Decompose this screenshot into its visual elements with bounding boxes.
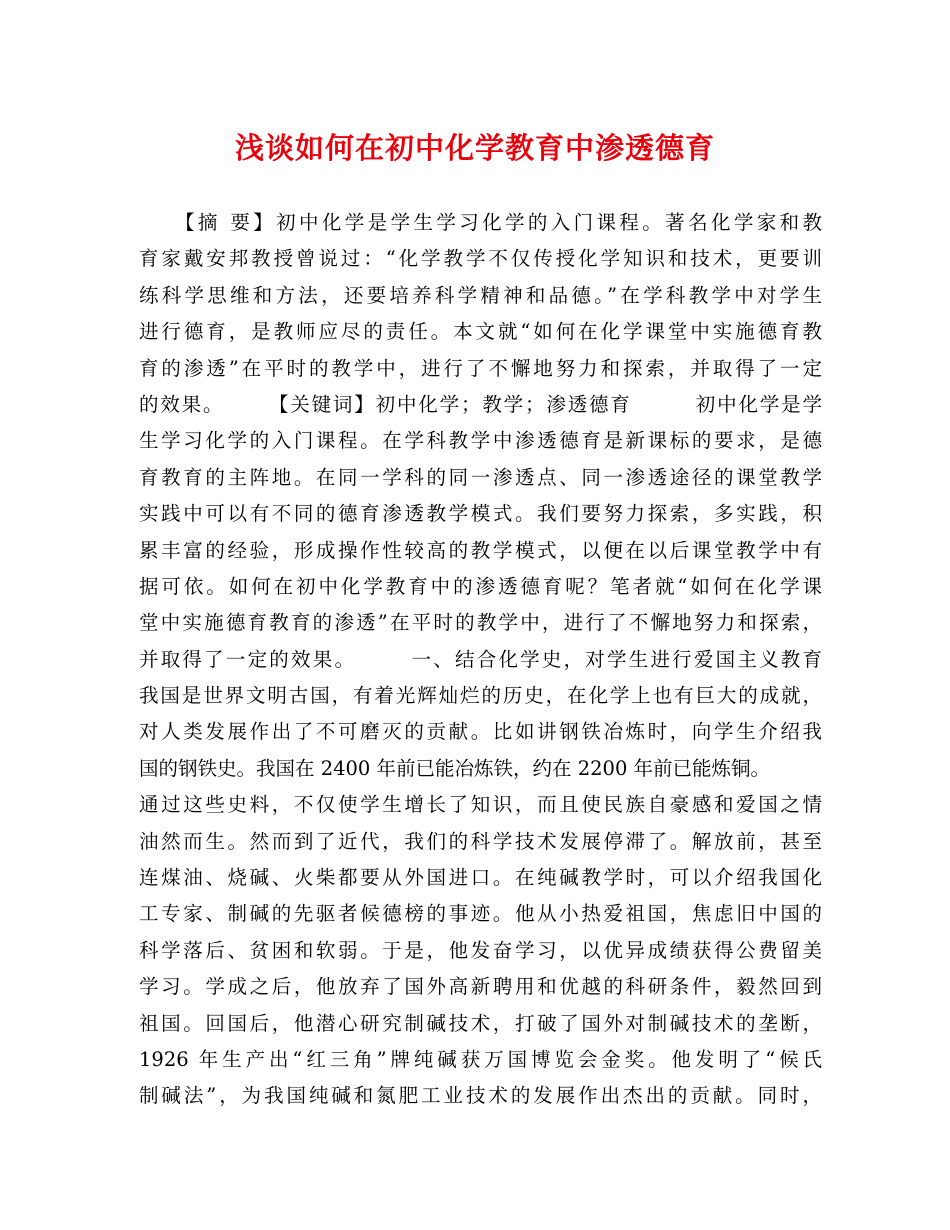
- body-line: 的效果。 【关键词】初中化学；教学；渗透德育 初中化学是学: [139, 392, 822, 416]
- body-line: 据可依。如何在初中化学教育中的渗透德育呢？笔者就“如何在化学课: [139, 574, 822, 598]
- body-line: 连煤油、烧碱、火柴都要从外国进口。在纯碱教学时，可以介绍我国化: [139, 866, 822, 890]
- body-line: 科学落后、贫困和软弱。于是，他发奋学习，以优异成绩获得公费留美: [139, 938, 822, 962]
- body-line: 制碱法”，为我国纯碱和氮肥工业技术的发展作出杰出的贡献。同时，: [139, 1084, 822, 1108]
- body-line: 育家戴安邦教授曾说过：“化学教学不仅传授化学知识和技术，更要训: [139, 247, 822, 271]
- body-line: 育的渗透”在平时的教学中，进行了不懈地努力和探索，并取得了一定: [139, 356, 822, 380]
- body-line: 育教育的主阵地。在同一学科的同一渗透点、同一渗透途径的课堂教学: [139, 465, 822, 489]
- body-line: 学习。学成之后，他放弃了国外高新聘用和优越的科研条件，毅然回到: [139, 975, 822, 999]
- body-line: 国的钢铁史。我国在 2400 年前已能冶炼铁，约在 2200 年前已能炼铜。: [139, 756, 771, 780]
- body-line: 【摘 要】初中化学是学生学习化学的入门课程。著名化学家和教: [139, 211, 822, 234]
- body-line: 对人类发展作出了不可磨灭的贡献。比如讲钢铁冶炼时，向学生介绍我: [139, 720, 822, 744]
- body-line: 并取得了一定的效果。 一、结合化学史，对学生进行爱国主义教育: [139, 647, 822, 671]
- body-line: 练科学思维和方法，还要培养科学精神和品德。”在学科教学中对学生: [139, 283, 822, 307]
- body-line: 堂中实施德育教育的渗透”在平时的教学中，进行了不懈地努力和探索，: [139, 611, 822, 635]
- document-title: 浅谈如何在初中化学教育中渗透德育: [234, 131, 715, 165]
- body-line: 累丰富的经验，形成操作性较高的教学模式，以便在以后课堂教学中有: [139, 538, 822, 562]
- body-line: 油然而生。然而到了近代，我们的科学技术发展停滞了。解放前，甚至: [139, 829, 822, 853]
- body-line: 进行德育，是教师应尽的责任。本文就“如何在化学课堂中实施德育教: [139, 320, 822, 344]
- body-line: 通过这些史料，不仅使学生增长了知识，而且使民族自豪感和爱国之情: [139, 793, 822, 817]
- document-body: [139, 205, 822, 1115]
- body-line: 1926 年生产出“红三角”牌纯碱获万国博览会金奖。他发明了“候氏: [139, 1047, 822, 1071]
- body-line: 我国是世界文明古国，有着光辉灿烂的历史，在化学上也有巨大的成就，: [139, 684, 822, 708]
- body-line: 生学习化学的入门课程。在学科教学中渗透德育是新课标的要求，是德: [139, 429, 822, 453]
- body-line: 实践中可以有不同的德育渗透教学模式。我们要努力探索，多实践，积: [139, 502, 822, 526]
- body-line: 祖国。回国后，他潜心研究制碱技术，打破了国外对制碱技术的垄断，: [139, 1011, 822, 1035]
- body-line: 工专家、制碱的先驱者候德榜的事迹。他从小热爱祖国，焦虑旧中国的: [139, 902, 822, 926]
